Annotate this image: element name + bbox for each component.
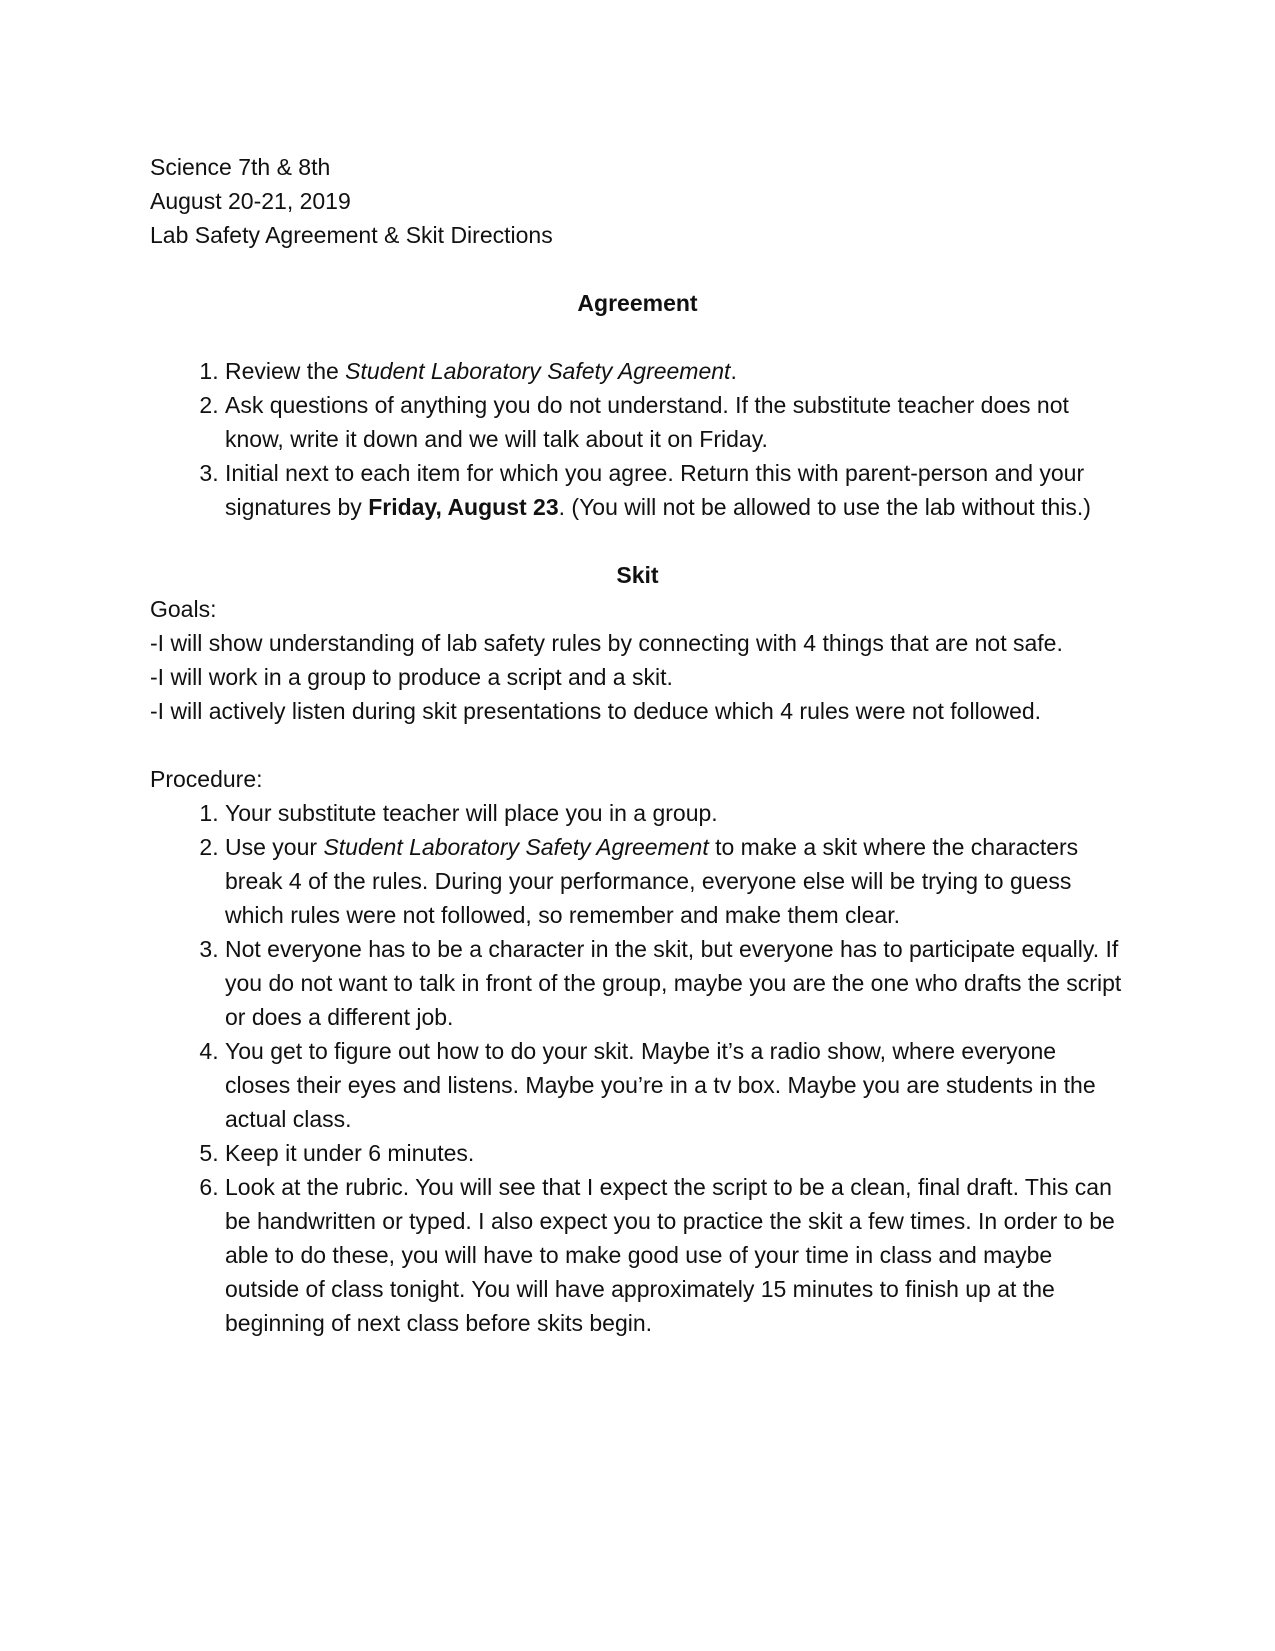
procedure-item [225,1136,1125,1170]
agreement-document-name: Student Laboratory Safety Agreement [345,358,731,384]
agreement-item-text: Ask questions of anything you do not understand. If the substitute teacher does not know, write it down and we will talk about it on Friday. [225,392,1069,452]
procedure-item-text: Look at the rubric. You will see that I expect the script to be a clean, final draft. This can be handwritten or typed. I also expect you to practice the skit a few times. In order to be able to do these, you will have to make good use of your time in class and maybe outside of class tonight. You will have approximately 15 minutes to finish up at the beginning of next class before skits begin. [225,1174,1115,1336]
agreement-item [225,354,1125,388]
goals-label: Goals: [150,596,217,622]
agreement-item-text: . (You will not be allowed to use the lab without this.) [558,494,1091,520]
procedure-item-text: Use your [225,834,324,860]
goal-item: -I will actively listen during skit presentations to deduce which 4 rules were not followed. [150,698,1042,724]
due-date: Friday, August 23 [368,494,559,520]
procedure-item-text: to make a skit where the characters break 4 of the rules. During your performance, everyone else will be trying to guess which rules were not followed, so remember and make them clear. [225,834,1079,928]
procedure-item-text: Not everyone has to be a character in the skit, but everyone has to participate equally. If you do not want to talk in front of the group, maybe you are the one who drafts the script or does a different job. [225,936,1122,1030]
course-name: Science 7th & 8th [150,154,331,180]
procedure-item [225,796,1125,830]
agreement-list [150,354,1125,524]
agreement-item-text: . [730,358,737,384]
procedure-item [225,932,1125,1034]
agreement-item-text: Review the [225,358,346,384]
procedure-item [225,1034,1125,1136]
agreement-item [225,456,1125,524]
document-title: Lab Safety Agreement & Skit Directions [150,222,553,248]
agreement-document-name: Student Laboratory Safety Agreement [323,834,709,860]
skit-heading: Skit [616,562,659,588]
procedure-item-text: Keep it under 6 minutes. [225,1140,475,1166]
agreement-heading: Agreement [577,290,698,316]
agreement-item-text: Initial next to each item for which you agree. Return this with parent-person and your signatures by [225,460,1085,520]
document-page [150,150,1125,1340]
agreement-item [225,388,1125,456]
procedure-item [225,1170,1125,1340]
goal-item: -I will work in a group to produce a script and a skit. [150,664,673,690]
procedure-item-text: Your substitute teacher will place you in a group. [225,800,718,826]
procedure-label: Procedure: [150,766,263,792]
procedure-item [225,830,1125,932]
document-date: August 20-21, 2019 [150,188,351,214]
goal-item: -I will show understanding of lab safety rules by connecting with 4 things that are not safe. [150,630,1063,656]
procedure-list [150,796,1125,1340]
procedure-item-text: You get to figure out how to do your skit. Maybe it’s a radio show, where everyone closes their eyes and listens. Maybe you’re in a tv box. Maybe you are students in the actual class. [225,1038,1096,1132]
